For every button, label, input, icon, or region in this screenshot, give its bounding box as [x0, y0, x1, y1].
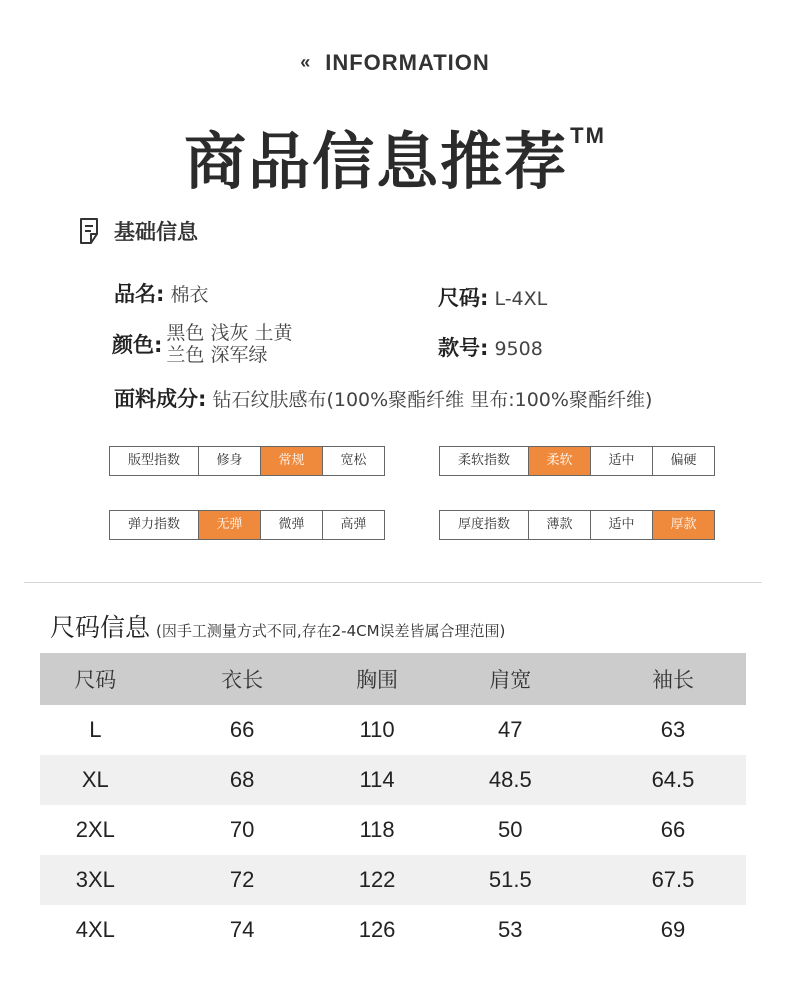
table-cell: 2XL: [75, 817, 115, 842]
fabric-label: 面料成分:: [114, 387, 207, 411]
color-field: [112, 322, 293, 366]
fabric-field: [114, 383, 652, 413]
section-divider: [24, 582, 762, 583]
style-number-label: 款号:: [438, 336, 489, 360]
thickness-option: 薄款: [528, 511, 590, 539]
softness-option: 适中: [590, 447, 652, 475]
table-cell: 63: [660, 717, 686, 742]
table-cell: L: [89, 717, 102, 742]
size-range-label: 尺码:: [438, 286, 489, 310]
table-row: [40, 805, 746, 855]
elasticity-option: 微弹: [260, 511, 322, 539]
page-title-text: 商品信息推荐: [184, 125, 569, 198]
thickness-index-label: 厚度指数: [457, 517, 510, 532]
basic-info-title: 基础信息: [114, 220, 198, 244]
basic-info-heading: [78, 216, 198, 246]
column-header: 肩宽: [421, 653, 600, 705]
style-number-field: [438, 332, 543, 362]
color-values-line2: 兰色 深军绿: [166, 344, 268, 366]
table-cell: 74: [229, 917, 255, 942]
trademark-mark: TM: [570, 123, 606, 148]
table-cell: 72: [151, 855, 334, 905]
softness-option: 偏硬: [652, 447, 714, 475]
size-chart-title: 尺码信息: [50, 613, 151, 642]
style-number-value: 9508: [494, 338, 543, 360]
size-table: [40, 653, 746, 955]
softness-index: [439, 446, 715, 476]
fit-index-label: 版型指数: [127, 453, 180, 468]
column-header: 胸围: [334, 653, 421, 705]
table-row: [40, 855, 746, 905]
document-icon: [78, 217, 102, 245]
table-cell: 53: [498, 917, 523, 942]
table-cell: 66: [229, 717, 255, 742]
size-chart-heading: [50, 608, 505, 644]
table-row: [40, 755, 746, 805]
size-range-value: L-4XL: [494, 288, 548, 310]
elasticity-option: 无弹: [198, 511, 260, 539]
table-cell: 110: [359, 717, 395, 742]
fabric-value: 钻石纹肤感布(100%聚酯纤维 里布:100%聚酯纤维): [212, 389, 653, 411]
color-values: [166, 322, 292, 366]
table-cell: 66: [660, 817, 686, 842]
table-row: [40, 905, 746, 955]
thickness-index: [439, 510, 715, 540]
table-cell: 48.5: [421, 755, 600, 805]
column-header: 袖长: [600, 653, 746, 705]
elasticity-index: [109, 510, 385, 540]
table-cell: 69: [660, 917, 686, 942]
double-chevron-left-icon: «: [300, 52, 312, 72]
elasticity-option: 高弹: [322, 511, 384, 539]
table-cell: 70: [229, 817, 255, 842]
table-cell: XL: [40, 755, 151, 805]
header-subtitle: INFORMATION: [325, 50, 490, 75]
table-cell: 64.5: [600, 755, 746, 805]
size-table-header-row: [40, 653, 746, 705]
table-cell: 50: [498, 817, 523, 842]
elasticity-index-label: 弹力指数: [127, 517, 180, 532]
table-cell: 67.5: [600, 855, 746, 905]
page-title: [0, 96, 790, 202]
product-name-field: [114, 278, 208, 308]
fit-option: 宽松: [322, 447, 384, 475]
table-cell: 68: [151, 755, 334, 805]
fit-option: 修身: [198, 447, 260, 475]
product-name-label: 品名:: [114, 282, 165, 306]
table-cell: 3XL: [40, 855, 151, 905]
table-cell: 114: [334, 755, 421, 805]
fit-index: [109, 446, 385, 476]
softness-option: 柔软: [528, 447, 590, 475]
color-values-line1: 黑色 浅灰 土黄: [166, 322, 293, 344]
fit-option: 常规: [260, 447, 322, 475]
table-cell: 47: [498, 717, 523, 742]
table-cell: 4XL: [75, 917, 115, 942]
product-name-value: 棉衣: [170, 284, 209, 306]
table-row: [40, 705, 746, 755]
column-header: 衣长: [151, 653, 334, 705]
table-cell: 51.5: [421, 855, 600, 905]
size-range-field: [438, 282, 547, 312]
section-header-small: [0, 50, 790, 76]
color-label: 颜色:: [112, 333, 163, 357]
column-header: 尺码: [40, 653, 151, 705]
softness-index-label: 柔软指数: [457, 453, 510, 468]
table-cell: 118: [359, 817, 395, 842]
size-chart-note: (因手工测量方式不同,存在2-4CM误差皆属合理范围): [156, 622, 506, 640]
thickness-option: 厚款: [652, 511, 714, 539]
table-cell: 126: [358, 917, 396, 942]
thickness-option: 适中: [590, 511, 652, 539]
table-cell: 122: [334, 855, 421, 905]
